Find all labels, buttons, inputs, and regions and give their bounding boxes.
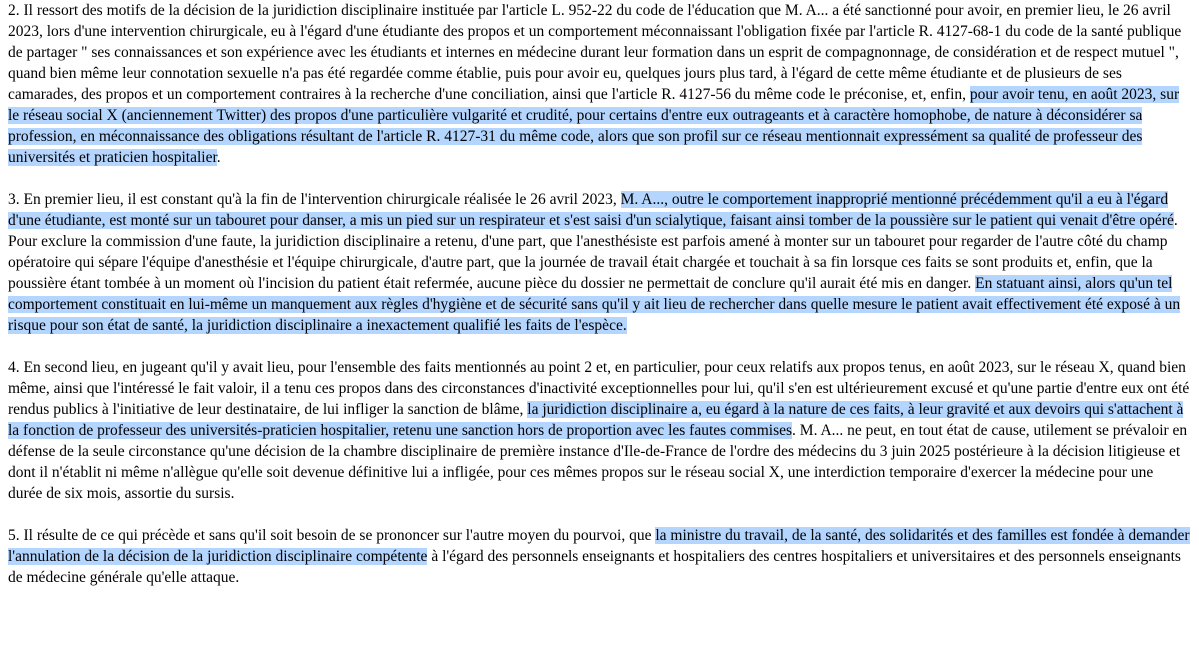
highlighted-text-segment: En statuant ainsi, alors qu'un tel comportement constituait en lui-même un manquement aux règles d'hygiène et de sécurité sans qu'il y ait lieu de rechercher dans quelle mesure le patient avait effectivement été exposé à un risque pour son état de santé, la juridiction disciplinaire a inexactement qualifié les faits de l'espèce.: [8, 275, 1181, 334]
paragraph-2: [8, 0, 1191, 168]
text-segment: 3. En premier lieu, il est constant qu'à la fin de l'intervention chirurgicale réalisée le 26 avril 2023,: [8, 191, 621, 208]
paragraph-3: [8, 189, 1191, 336]
text-segment: . M. A... ne peut, en tout état de cause, utilement se prévaloir en défense de la seule circonstance qu'une décision de la chambre disciplinaire de première instance d'Ile-de-France de l'ordre des médecins du 3 juin 2025 postérieure à la décision litigieuse et dont il n'établit ni même n'allègue qu'elle soit devenue définitive lui a infligée, pour ces mêmes propos sur le réseau social X, une interdiction temporaire d'exercer la médecine pour une durée de six mois, assortie du sursis.: [8, 422, 1188, 502]
text-segment: .: [216, 149, 221, 166]
paragraph-5: [8, 525, 1191, 588]
text-segment: 5. Il résulte de ce qui précède et sans qu'il soit besoin de se prononcer sur l'autre moyen du pourvoi, que: [8, 527, 656, 544]
text-segment: 2. Il ressort des motifs de la décision de la juridiction disciplinaire instituée par l'article L. 952-22 du code de l'éducation que M. A... a été sanctionné pour avoir, en premier lieu, le 26 avril 2023, lors d'une intervention chirurgicale, eu à l'égard d'une étudiante des propos et un comportement méconnaissant l'obligation fixée par l'article R. 4127-68-1 du code de la santé publique de partager " ses connaissances et son expérience avec les étudiants et internes en médecine durant leur formation dans un esprit de compagnonnage, de considération et de respect mutuel ", quand bien même leur connotation sexuelle n'a pas été regardée comme établie, puis pour avoir eu, quelques jours plus tard, à l'égard de cette même étudiante et de plusieurs de ses camarades, des propos et un comportement contraires à la recherche d'une conciliation, ainsi que l'article R. 4127-56 du même code le préconise, et, enfin,: [8, 2, 1182, 103]
text-segment: 4. En second lieu, en jugeant qu'il y avait lieu, pour l'ensemble des faits mentionnés au point 2 et, en particulier, pour ceux relatifs aux propos tenus, en août 2023, sur le réseau X, quand bien même, ainsi que l'intéressé le fait valoir, il a tenu ces propos dans des circonstances d'inactivité exceptionnelles pour lui, qu'il s'en est ultérieurement excusé et qu'une partie d'entre eux ont été rendus publics à l'initiative de leur destinataire, de lui infliger la sanction de blâme,: [8, 359, 1190, 418]
highlighted-text-segment: M. A..., outre le comportement inapproprié mentionné précédemment qu'il a eu à l'égard d'une étudiante, est monté sur un tabouret pour danser, a mis un pied sur un respirateur et s'est saisi d'un scialytique, faisant ainsi tomber de la poussière sur le patient qui venait d'être opéré: [8, 191, 1174, 229]
highlighted-text-segment: la ministre du travail, de la santé, des solidarités et des familles est fondée à demander l'annulation de la décision de la juridiction disciplinaire compétente: [8, 527, 1190, 565]
paragraph-4: [8, 357, 1191, 504]
highlighted-text-segment: pour avoir tenu, en août 2023, sur le réseau social X (anciennement Twitter) des propos d'une particulière vulgarité et crudité, pour certains d'entre eux outrageants et à caractère homophobe, de nature à déconsidérer sa profession, en méconnaissance des obligations résultant de l'article R. 4127-31 du même code, alors que son profil sur ce réseau mentionnait expressément sa qualité de professeur des universités et praticien hospitalier: [8, 86, 1180, 166]
text-segment: à l'égard des personnels enseignants et hospitaliers des centres hospitaliers et universitaires et des personnels enseignants de médecine générale qu'elle attaque.: [8, 548, 1181, 586]
highlighted-text-segment: la juridiction disciplinaire a, eu égard à la nature de ces faits, à leur gravité et aux devoirs qui s'attachent à la fonction de professeur des universités-praticien hospitalier, retenu une sanction hors de proportion avec les fautes commises: [8, 401, 1184, 439]
text-segment: . Pour exclure la commission d'une faute, la juridiction disciplinaire a retenu, d'une part, que l'anesthésiste est parfois amené à monter sur un tabouret pour regarder de l'autre côté du champ opératoire qui sépare l'équipe d'anesthésie et l'équipe chirurgicale, d'autre part, que la journée de travail était chargée et touchait à sa fin lorsque ces faits se sont produits et, enfin, que la poussière étant tombée à un moment où l'incision du patient était refermée, aucune pièce du dossier ne permettait de conclure qu'il aurait été mis en danger.: [8, 212, 1178, 292]
